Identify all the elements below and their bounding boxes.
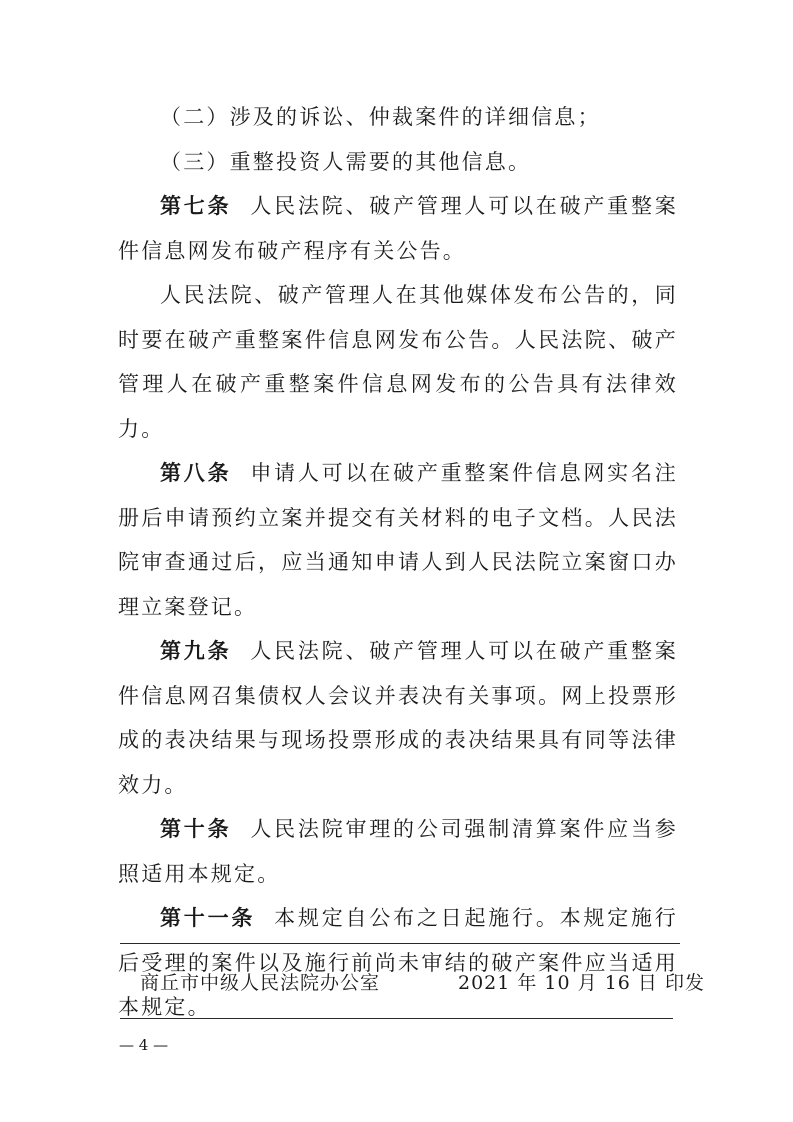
article-10-text: 人民法院审理的公司强制清算案件应当参照适用本规定。 — [118, 817, 678, 886]
article-11-text: 本规定自公布之日起施行。本规定施行后受理的案件以及施行前尚未审结的破产案件应当适用本规定。 — [118, 906, 678, 1019]
footer-divider-bottom — [120, 1018, 673, 1019]
article-8 — [118, 451, 678, 629]
article-7 — [118, 184, 678, 273]
article-9-heading: 第九条 — [160, 639, 232, 663]
issuing-office: 商丘市中级人民法院办公室 — [140, 972, 381, 994]
clause-item-2: （二）涉及的诉讼、仲裁案件的详细信息； — [160, 105, 601, 129]
article-9-text: 人民法院、破产管理人可以在破产重整案件信息网召集债权人会议并表决有关事项。网上投票形成的表决结果与现场投票形成的表决结果具有同等法律效力。 — [118, 639, 678, 797]
article-8-heading: 第八条 — [160, 461, 232, 485]
article-7-heading: 第七条 — [160, 194, 232, 218]
article-8-text: 申请人可以在破产重整案件信息网实名注册后申请预约立案并提交有关材料的电子文档。人民法院审查通过后，应当通知申请人到人民法院立案窗口办理立案登记。 — [118, 461, 678, 619]
footer-divider-top — [120, 943, 680, 944]
document-body — [118, 95, 678, 1030]
article-11-heading: 第十一条 — [160, 906, 256, 930]
article-10 — [118, 807, 678, 896]
article-7-text: 人民法院、破产管理人可以在破产重整案件信息网发布破产程序有关公告。 — [118, 194, 678, 263]
clause-item-3: （三）重整投资人需要的其他信息。 — [160, 149, 532, 174]
issue-date: 2021 年 10 月 16 日 印发 — [458, 972, 705, 994]
article-10-heading: 第十条 — [160, 817, 232, 841]
article-9 — [118, 629, 678, 807]
page-number: — 4 — — [119, 1036, 169, 1054]
article-7-paragraph-2: 人民法院、破产管理人在其他媒体发布公告的，同时要在破产重整案件信息网发布公告。人民法院、破产管理人在破产重整案件信息网发布的公告具有法律效力。 — [118, 283, 678, 441]
article-11 — [118, 896, 678, 1030]
